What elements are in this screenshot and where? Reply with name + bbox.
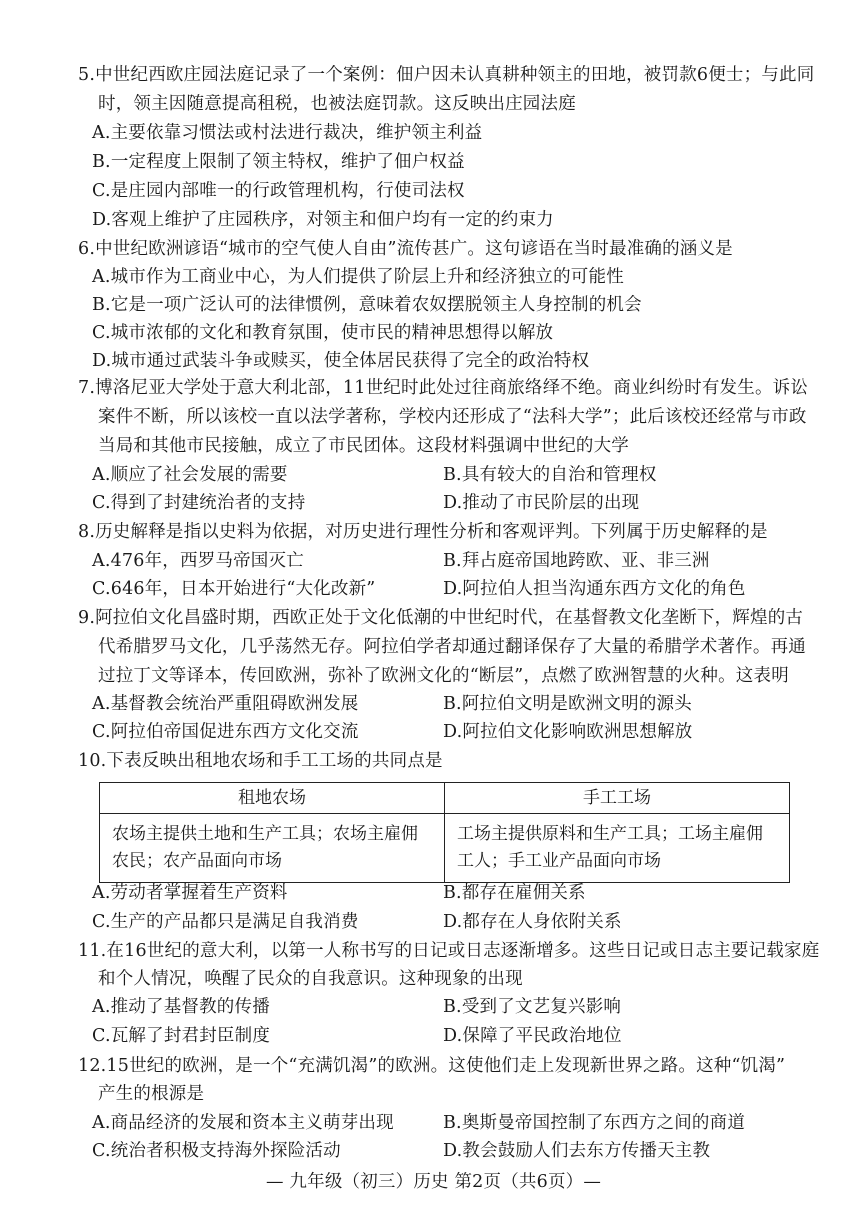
question-6-option-a: A.城市作为工商业中心，为人们提供了阶层上升和经济独立的可能性 — [92, 267, 624, 287]
question-10-option-d: D.都存在人身依附关系 — [443, 912, 622, 932]
question-10-option-b: B.都存在雇佣关系 — [443, 883, 586, 903]
question-6-option-b: B.它是一项广泛认可的法律惯例，意味着农奴摆脱领主人身控制的机会 — [92, 295, 642, 315]
table-cell-workshop — [445, 814, 790, 883]
question-12-option-c: C.统治者积极支持海外探险活动 — [92, 1141, 341, 1161]
question-5-option-a: A.主要依靠习惯法或村法进行裁决，维护领主利益 — [92, 123, 483, 143]
question-5-option-b: B.一定程度上限制了领主特权，维护了佃户权益 — [92, 152, 465, 172]
question-7-option-a: A.顺应了社会发展的需要 — [92, 465, 288, 485]
question-5-stem-line-2: 时，领主因随意提高租税，也被法庭罚款。这反映出庄园法庭 — [98, 94, 576, 114]
question-6-option-c: C.城市浓郁的文化和教育氛围，使市民的精神思想得以解放 — [92, 323, 554, 343]
question-9-option-a: A.基督教会统治严重阻碍欧洲发展 — [92, 694, 359, 714]
question-11-option-d: D.保障了平民政治地位 — [443, 1026, 622, 1046]
question-8-stem-line-1: 8.历史解释是指以史料为依据，对历史进行理性分析和客观评判。下列属于历史解释的是 — [78, 522, 768, 542]
table-cell-workshop-line-1: 工场主提供原料和生产工具；工场主雇佣 — [457, 824, 763, 844]
question-7-stem-line-2: 案件不断，所以该校一直以法学著称，学校内还形成了“法科大学”；此后该校还经常与市政 — [98, 407, 807, 427]
page-footer: — 九年级（初三）历史 第2页（共6页）— — [265, 1172, 602, 1192]
question-5-option-c: C.是庄园内部唯一的行政管理机构，行使司法权 — [92, 181, 465, 201]
question-9-option-b: B.阿拉伯文明是欧洲文明的源头 — [443, 694, 692, 714]
question-12-stem-line-1: 12.15世纪的欧洲，是一个“充满饥渴”的欧洲。这使他们走上发现新世界之路。这种“饥渴” — [78, 1056, 786, 1076]
question-12-option-a: A.商品经济的发展和资本主义萌芽出现 — [92, 1113, 394, 1133]
question-10-option-a: A.劳动者掌握着生产资料 — [92, 883, 288, 903]
question-11-option-a: A.推动了基督教的传播 — [92, 997, 270, 1017]
question-10-option-c: C.生产的产品都只是满足自我消费 — [92, 912, 359, 932]
question-8-option-a: A.476年，西罗马帝国灭亡 — [92, 551, 304, 571]
question-11-stem-line-2: 和个人情况，唤醒了民众的自我意识。这种现象的出现 — [98, 969, 523, 989]
question-9-stem-line-2: 代希腊罗马文化，几乎荡然无存。阿拉伯学者却通过翻译保存了大量的希腊学术著作。再通 — [98, 637, 806, 657]
question-9-stem-line-1: 9.阿拉伯文化昌盛时期，西欧正处于文化低潮的中世纪时代，在基督教文化垄断下，辉煌的古 — [78, 608, 804, 628]
question-7-option-c: C.得到了封建统治者的支持 — [92, 493, 306, 513]
question-12-option-d: D.教会鼓励人们去东方传播天主教 — [443, 1141, 711, 1161]
question-12-option-b: B.奥斯曼帝国控制了东西方之间的商道 — [443, 1113, 746, 1133]
question-6-stem-line-1: 6.中世纪欧洲谚语“城市的空气使人自由”流传甚广。这句谚语在当时最准确的涵义是 — [78, 239, 733, 259]
question-10-table — [99, 782, 790, 883]
question-6-option-d: D.城市通过武装斗争或赎买，使全体居民获得了完全的政治特权 — [92, 351, 590, 371]
question-11-stem-line-1: 11.在16世纪的意大利，以第一人称书写的日记或日志逐渐增多。这些日记或日志主要记载家庭 — [78, 941, 820, 961]
table-cell-farm — [100, 814, 445, 883]
table-header-workshop: 手工工场 — [445, 783, 790, 814]
question-7-option-b: B.具有较大的自治和管理权 — [443, 465, 657, 485]
question-5-option-d: D.客观上维护了庄园秩序，对领主和佃户均有一定的约束力 — [92, 210, 554, 230]
question-9-option-d: D.阿拉伯文化影响欧洲思想解放 — [443, 722, 693, 742]
question-10-stem-line-1: 10.下表反映出租地农场和手工工场的共同点是 — [78, 751, 443, 771]
question-7-stem-line-1: 7.博洛尼亚大学处于意大利北部，11世纪时此处过往商旅络绎不绝。商业纠纷时有发生。诉讼 — [78, 378, 809, 398]
table-header-farm: 租地农场 — [100, 783, 445, 814]
table-cell-workshop-line-2: 工人；手工业产品面向市场 — [457, 851, 661, 871]
question-7-stem-line-3: 当局和其他市民接触，成立了市民团体。这段材料强调中世纪的大学 — [98, 436, 629, 456]
table-cell-farm-line-1: 农场主提供土地和生产工具；农场主雇佣 — [112, 824, 418, 844]
question-8-option-c: C.646年，日本开始进行“大化改新” — [92, 579, 376, 599]
question-5-stem-line-1: 5.中世纪西欧庄园法庭记录了一个案例：佃户因未认真耕种领主的田地，被罚款6便士；与此同 — [78, 65, 815, 85]
table-header-row — [100, 783, 790, 814]
question-8-option-d: D.阿拉伯人担当沟通东西方文化的角色 — [443, 579, 746, 599]
question-8-option-b: B.拜占庭帝国地跨欧、亚、非三洲 — [443, 551, 710, 571]
question-9-option-c: C.阿拉伯帝国促进东西方文化交流 — [92, 722, 359, 742]
question-7-option-d: D.推动了市民阶层的出现 — [443, 493, 640, 513]
question-11-option-b: B.受到了文艺复兴影响 — [443, 997, 622, 1017]
table-cell-farm-line-2: 农民；农产品面向市场 — [112, 851, 282, 871]
table-row — [100, 814, 790, 883]
question-11-option-c: C.瓦解了封君封臣制度 — [92, 1026, 271, 1046]
question-12-stem-line-2: 产生的根源是 — [98, 1084, 205, 1104]
question-9-stem-line-3: 过拉丁文等译本，传回欧洲，弥补了欧洲文化的“断层”，点燃了欧洲智慧的火种。这表明 — [98, 666, 789, 686]
